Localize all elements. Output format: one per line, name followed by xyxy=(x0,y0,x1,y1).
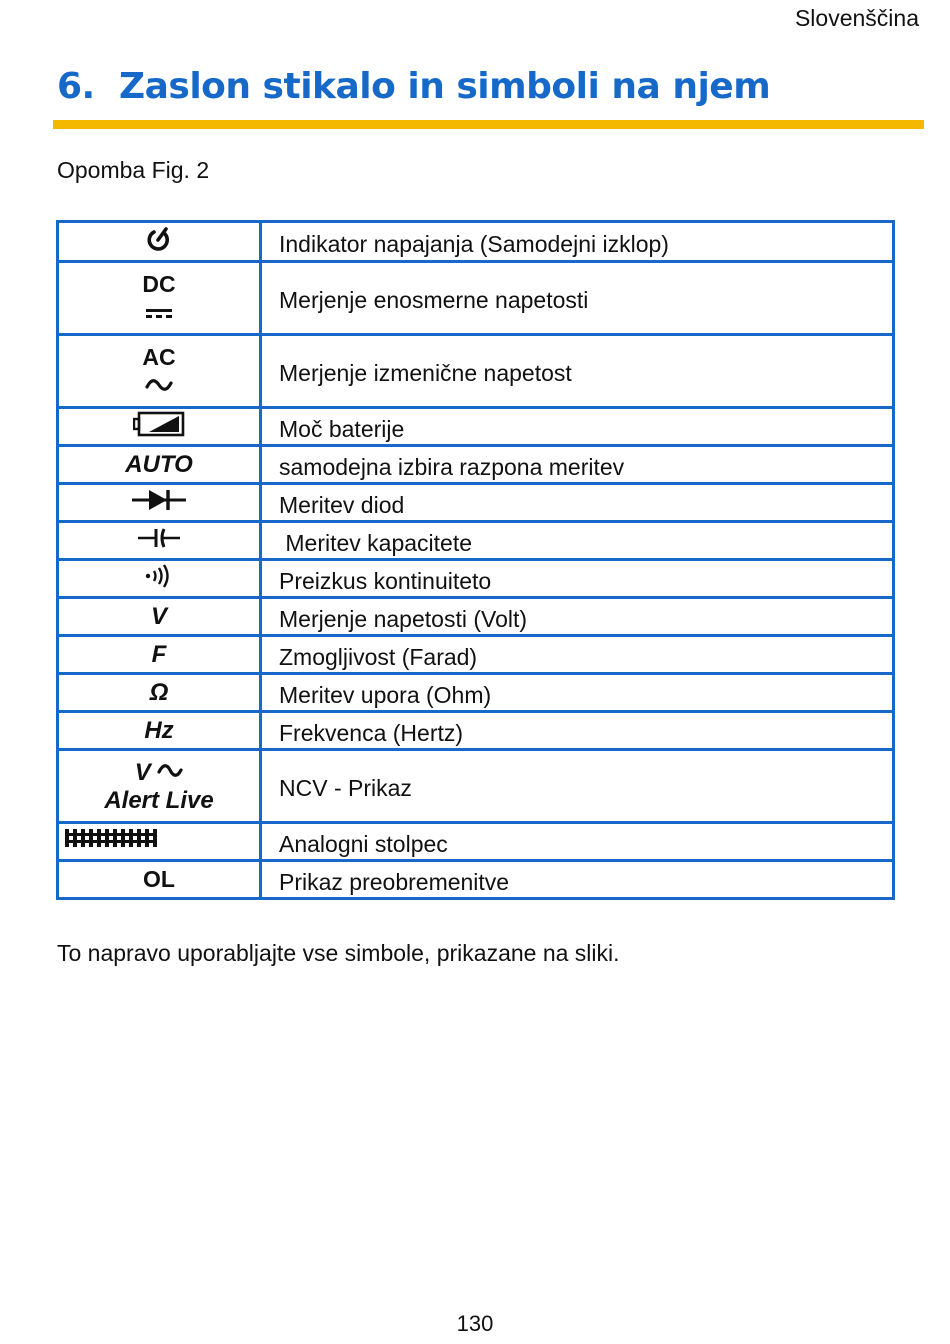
symbol-text: F xyxy=(151,640,167,668)
description-cell: Zmogljivost (Farad) xyxy=(261,636,894,674)
description-cell: Merjenje enosmerne napetosti xyxy=(261,262,894,335)
description-cell: NCV - Prikaz xyxy=(261,750,894,823)
symbol-text: V xyxy=(134,758,151,786)
symbol-text: Ω xyxy=(149,678,169,706)
language-label: Slovenščina xyxy=(794,5,919,31)
description-cell: Merjenje izmenične napetost xyxy=(261,335,894,408)
symbol-cell xyxy=(58,560,261,598)
description-cell: Preizkus kontinuiteto xyxy=(261,560,894,598)
symbol-cell xyxy=(58,222,261,262)
description-cell: Analogni stolpec xyxy=(261,823,894,861)
symbol-cell xyxy=(58,636,261,674)
description-cell: samodejna izbira razpona meritev xyxy=(261,446,894,484)
table-row xyxy=(58,712,894,750)
description-cell: Meritev diod xyxy=(261,484,894,522)
table-row xyxy=(58,262,894,335)
symbol-table xyxy=(56,220,895,900)
ac-wave-icon xyxy=(145,371,173,399)
symbol-cell xyxy=(58,522,261,560)
capacitor-icon xyxy=(137,527,181,555)
table-row xyxy=(58,484,894,522)
symbol-text: DC xyxy=(142,271,176,297)
symbol-cell xyxy=(58,861,261,899)
table-row xyxy=(58,446,894,484)
table-row xyxy=(58,222,894,262)
alert-live-label: Alert Live xyxy=(104,786,214,814)
table-row xyxy=(58,861,894,899)
power-icon xyxy=(146,226,172,258)
symbol-text: AC xyxy=(142,344,176,370)
symbol-cell xyxy=(58,750,261,823)
symbol-cell xyxy=(58,408,261,446)
description-cell: Prikaz preobremenitve xyxy=(261,861,894,899)
continuity-icon xyxy=(144,563,174,595)
symbol-cell xyxy=(58,712,261,750)
symbol-cell xyxy=(58,335,261,408)
table-row xyxy=(58,674,894,712)
symbol-text: Hz xyxy=(144,716,174,744)
table-row xyxy=(58,522,894,560)
section-number: 6. xyxy=(57,66,95,107)
symbol-cell xyxy=(58,674,261,712)
symbol-text: V xyxy=(150,602,167,630)
diode-icon xyxy=(131,488,187,518)
description-cell: Meritev upora (Ohm) xyxy=(261,674,894,712)
symbol-cell xyxy=(58,823,261,861)
page-title xyxy=(57,66,770,107)
description-cell: Moč baterije xyxy=(261,408,894,446)
description-cell: Meritev kapacitete xyxy=(261,522,894,560)
table-row xyxy=(58,598,894,636)
battery-icon xyxy=(133,411,185,443)
table-row xyxy=(58,335,894,408)
page-number: 130 xyxy=(456,1311,494,1336)
symbol-cell xyxy=(58,446,261,484)
footer-text: To napravo uporabljajte vse simbole, prikazane na sliki. xyxy=(57,940,620,966)
description-cell: Indikator napajanja (Samodejni izklop) xyxy=(261,222,894,262)
bargraph-icon xyxy=(65,826,157,852)
symbol-cell xyxy=(58,484,261,522)
figure-note: Opomba Fig. 2 xyxy=(57,157,210,183)
ac-wave-icon xyxy=(157,759,183,785)
table-row xyxy=(58,636,894,674)
table-row xyxy=(58,408,894,446)
title-underline xyxy=(53,120,924,129)
table-row xyxy=(58,560,894,598)
symbol-text: OL xyxy=(143,866,175,892)
description-cell: Merjenje napetosti (Volt) xyxy=(261,598,894,636)
dc-icon xyxy=(145,298,173,326)
table-row xyxy=(58,823,894,861)
description-cell: Frekvenca (Hertz) xyxy=(261,712,894,750)
section-title: Zaslon stikalo in simboli na njem xyxy=(119,66,771,107)
symbol-cell xyxy=(58,598,261,636)
symbol-cell xyxy=(58,262,261,335)
table-row xyxy=(58,750,894,823)
symbol-text: AUTO xyxy=(125,450,193,478)
